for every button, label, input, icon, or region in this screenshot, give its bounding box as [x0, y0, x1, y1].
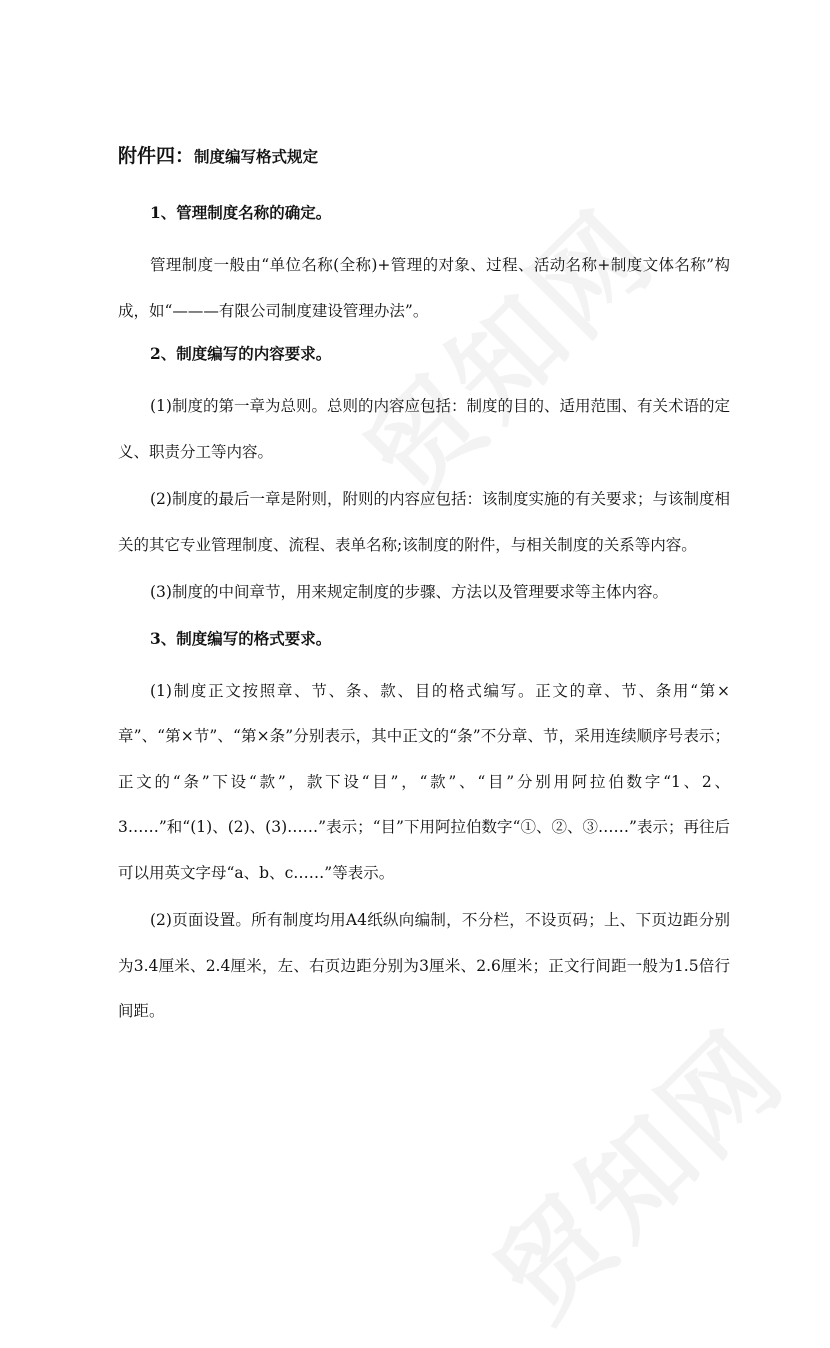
paragraph-naming: 管理制度一般由“单位名称(全称)+管理的对象、过程、活动名称+制度文体名称”构成，如“———有限公司制度建设管理办法”。 — [118, 256, 730, 320]
paragraph-general-chapter: (1)制度的第一章为总则。总则的内容应包括：制度的目的、适用范围、有关术语的定义、职责分工等内容。 — [118, 397, 730, 461]
document-page — [118, 138, 730, 1037]
page-title — [118, 138, 730, 175]
watermark-bottom — [455, 990, 813, 1348]
paragraph-numbering-format: (1)制度正文按照章、节、条、款、目的格式编写。正文的章、节、条用“第×章”、“第×节”、“第×条”分别表示，其中正文的“条”不分章、节，采用连续顺序号表示；正文的“条”下设“款”，款下设“目”，“款”、“目”分别用阿拉伯数字“1、2、3……”和“(1)、(2)、(3)……”表示；“目”下用阿拉伯数字“①、②、③……”表示；再往后可以用英文字母“a、b、c……”等表示。 — [118, 681, 730, 882]
paragraph-middle-chapters: (3)制度的中间章节，用来规定制度的步骤、方法以及管理要求等主体内容。 — [150, 583, 668, 601]
paragraph-page-setup: (2)页面设置。所有制度均用A4纸纵向编制，不分栏，不设页码；上、下页边距分别为3.4厘米、2.4厘米，左、右页边距分别为3厘米、2.6厘米；正文行间距一般为1.5倍行间距。 — [118, 911, 730, 1020]
section-heading-1: 1、管理制度名称的确定。 — [150, 203, 332, 222]
title-main: 制度编写格式规定 — [194, 147, 319, 166]
section-heading-2: 2、制度编写的内容要求。 — [150, 344, 332, 363]
title-prefix: 附件四： — [118, 145, 195, 167]
section-heading-3: 3、制度编写的格式要求。 — [150, 628, 332, 648]
paragraph-supplementary-chapter: (2)制度的最后一章是附则，附则的内容应包括：该制度实施的有关要求；与该制度相关的其它专业管理制度、流程、表单名称;该制度的附件，与相关制度的关系等内容。 — [118, 490, 730, 554]
